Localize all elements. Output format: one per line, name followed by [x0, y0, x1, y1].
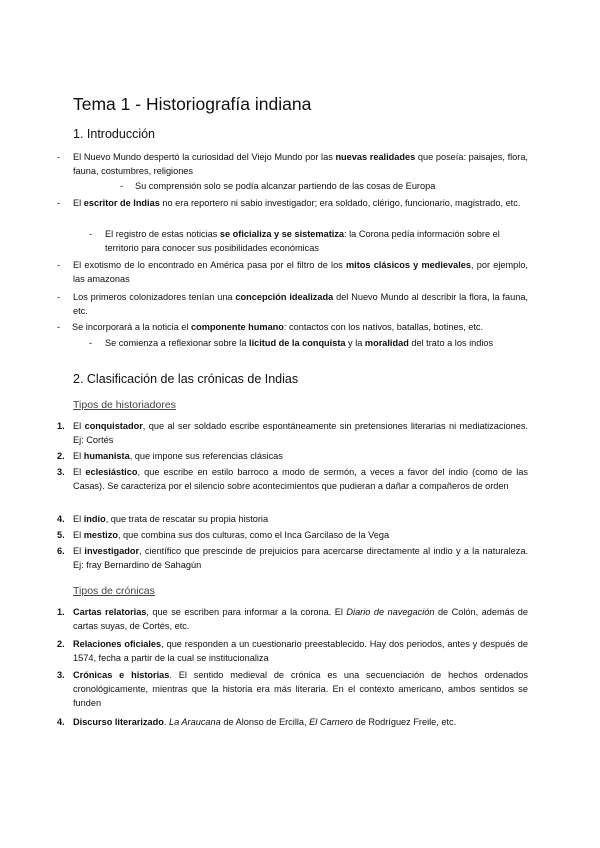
- list-number: 5.: [57, 530, 65, 540]
- intro-sub-bullet-1: Su comprensión solo se podía alcanzar partiendo de las cosas de Europa: [135, 181, 436, 191]
- intro-bullet-5: Se incorporará a la noticia el componente humano: contactos con los nativos, batallas, botines, etc.: [72, 322, 484, 332]
- bullet-marker: -: [89, 338, 93, 348]
- historiador-item-2: El humanista, que impone sus referencias clásicas: [73, 451, 283, 461]
- cronicas-subheading: Tipos de crónicas: [73, 585, 155, 597]
- historiador-item-3: El eclesiástico, que escribe en estilo barroco a modo de sermón, a veces a favor del indio (como de las Casas). Se caracteriza por el silencio sobre acontecimientos que pudieran a dañar a compañeros de orden: [73, 467, 528, 491]
- cronica-item-4: Discurso literarizado. La Araucana de Alonso de Ercilla, El Carnero de Rodríguez Freile, etc.: [73, 717, 457, 727]
- list-number: 3.: [57, 467, 65, 477]
- intro-bullet-4: Los primeros colonizadores tenían una concepción idealizada del Nuevo Mundo al describir la flora, la fauna, etc.: [73, 292, 528, 316]
- bullet-marker: -: [57, 322, 61, 332]
- bullet-marker: -: [57, 152, 61, 162]
- bullet-marker: -: [57, 292, 61, 302]
- list-number: 2.: [57, 639, 65, 649]
- section-1-heading: 1. Introducción: [73, 127, 155, 141]
- cronica-item-3: Crónicas e historias. El sentido medieval de crónica es una secuenciación de hechos ordenados cronológicamente, mientras que la historia era más literaria. En el contexto americano, ambos sentidos se funden: [73, 670, 528, 708]
- bullet-marker: -: [120, 181, 124, 191]
- list-number: 2.: [57, 451, 65, 461]
- list-number: 1.: [57, 607, 65, 617]
- list-number: 4.: [57, 514, 65, 524]
- intro-sub-bullet-2: El registro de estas noticias se oficializa y se sistematiza: la Corona pedía información sobre el territorio para conocer sus posibilidades económicas: [105, 229, 500, 253]
- bullet-marker: -: [89, 229, 93, 239]
- list-number: 3.: [57, 670, 65, 680]
- intro-bullet-1: El Nuevo Mundo despertó la curiosidad del Viejo Mundo por las nuevas realidades que poseía: paisajes, flora, fauna, costumbres, religiones: [73, 152, 528, 176]
- historiador-item-4: El indio, que trata de rescatar su propia historia: [73, 514, 269, 524]
- list-number: 6.: [57, 546, 65, 556]
- historiador-item-1: El conquistador, que al ser soldado escribe espontáneamente sin pretensiones literarias ni mediatizaciones. Ej: Cortés: [73, 421, 528, 445]
- intro-bullet-3: El exotismo de lo encontrado en América pasa por el filtro de los mitos clásicos y medievales, por ejemplo, las amazonas: [73, 260, 528, 284]
- intro-sub-bullet-3: Se comienza a reflexionar sobre la licitud de la conquista y la moralidad del trato a los indios: [105, 338, 494, 348]
- intro-bullet-2: El escritor de Indias no era reportero ni sabio investigador; era soldado, clérigo, funcionario, magistrado, etc.: [73, 198, 521, 208]
- section-2-heading: 2. Clasificación de las crónicas de Indias: [73, 372, 299, 386]
- historiador-item-6: El investigador, científico que prescinde de prejuicios para acercarse directamente al indio y a la naturaleza. Ej: fray Bernardino de Sahagún: [73, 546, 528, 570]
- page-title: Tema 1 - Historiografía indiana: [73, 94, 312, 114]
- bullet-marker: -: [57, 260, 61, 270]
- historiadores-subheading: Tipos de historiadores: [73, 399, 176, 411]
- cronica-item-1: Cartas relatorias, que se escriben para informar a la corona. El Diario de navegación de Colón, además de cartas suyas, de Cortés, etc.: [73, 607, 528, 631]
- bullet-marker: -: [57, 198, 61, 208]
- list-number: 4.: [57, 717, 65, 727]
- cronica-item-2: Relaciones oficiales, que responden a un cuestionario preestablecido. Hay dos periodos, antes y después de 1574, fecha a partir de la cual se institucionaliza: [73, 639, 528, 663]
- list-number: 1.: [57, 421, 65, 431]
- historiador-item-5: El mestizo, que combina sus dos culturas, como el Inca Garcilaso de la Vega: [73, 530, 390, 540]
